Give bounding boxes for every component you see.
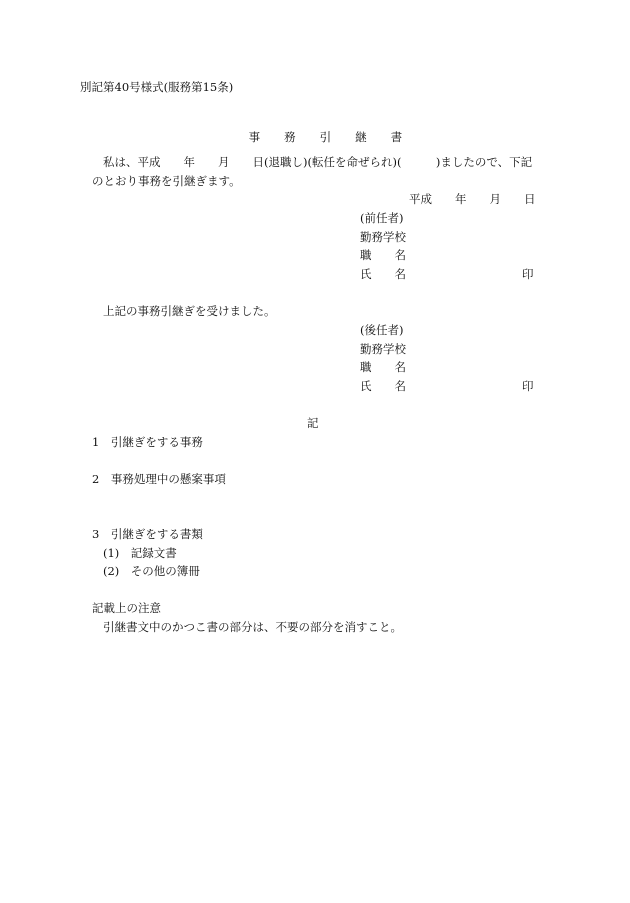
title-char: 引: [319, 129, 332, 144]
item-3-sub-2: (2) その他の簿冊: [103, 564, 200, 578]
form-reference: 別記第40号様式(服務第15条): [80, 80, 234, 94]
statement-line-2: のとおり事務を引継ぎます。: [92, 174, 241, 188]
successor-name-label: 氏 名: [360, 379, 406, 393]
title-char: 継: [355, 129, 367, 144]
item-1: 1 引継ぎをする事務: [92, 435, 203, 449]
predecessor-role: (前任者): [360, 211, 404, 225]
title-char: 書: [390, 129, 403, 144]
item-2: 2 事務処理中の懸案事項: [92, 472, 226, 486]
title-char: 事: [248, 129, 261, 144]
predecessor-name-label: 氏 名: [360, 267, 406, 281]
item-3-sub-1: (1) 記録文書: [103, 546, 177, 560]
successor-school-label: 勤務学校: [360, 342, 406, 356]
predecessor-school-label: 勤務学校: [360, 230, 406, 244]
notes-heading: 記載上の注意: [92, 601, 161, 615]
statement-line-1: 私は、平成 年 月 日(退職し)(転任を命ぜられ)( )ましたので、下記: [103, 155, 533, 169]
predecessor-seal-mark: 印: [522, 267, 534, 281]
receipt-statement: 上記の事務引継ぎを受けました。: [103, 304, 276, 318]
successor-seal-mark: 印: [522, 379, 534, 393]
successor-position-label: 職 名: [360, 360, 406, 374]
date-line: 平成 年 月 日: [409, 192, 536, 206]
successor-role: (後任者): [360, 323, 404, 337]
notes-text: 引継書文中のかつこ書の部分は、不要の部分を消すこと。: [103, 620, 402, 634]
item-3: 3 引継ぎをする書類: [92, 527, 203, 541]
document-title: [234, 120, 402, 155]
predecessor-position-label: 職 名: [360, 248, 406, 262]
title-char: 務: [284, 129, 296, 144]
ki-heading: 記: [307, 416, 319, 430]
